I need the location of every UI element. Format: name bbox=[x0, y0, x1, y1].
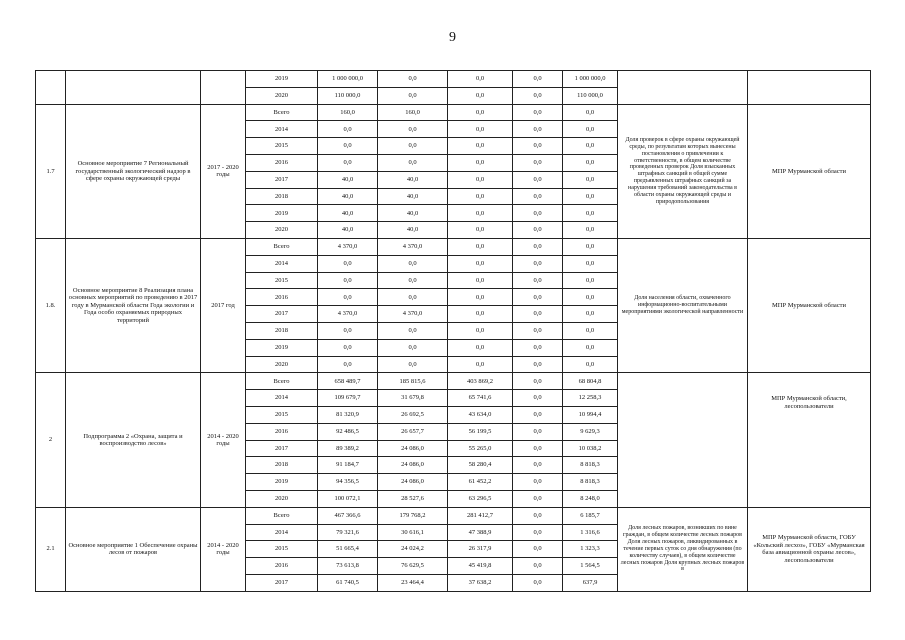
year-cell: 2020 bbox=[246, 356, 318, 373]
amount-cell: 0,0 bbox=[448, 255, 513, 272]
amount-cell: 281 412,7 bbox=[448, 507, 513, 524]
amount-cell: 0,0 bbox=[448, 222, 513, 239]
amount-cell: 0,0 bbox=[513, 457, 563, 474]
amount-cell: 40,0 bbox=[318, 188, 378, 205]
amount-cell: 4 370,0 bbox=[318, 306, 378, 323]
amount-cell: 40,0 bbox=[318, 171, 378, 188]
section-indicator: Доля населения области, охваченного информационно-воспитательными мероприятиями экологической направленности bbox=[618, 238, 748, 372]
section-executor: МПР Мурманской области bbox=[748, 104, 871, 238]
year-cell: Всего bbox=[246, 373, 318, 390]
amount-cell: 0,0 bbox=[563, 289, 618, 306]
amount-cell: 51 665,4 bbox=[318, 541, 378, 558]
amount-cell: 0,0 bbox=[563, 121, 618, 138]
amount-cell: 65 741,6 bbox=[448, 390, 513, 407]
amount-cell: 0,0 bbox=[318, 289, 378, 306]
amount-cell: 100 072,1 bbox=[318, 490, 378, 507]
section-name: Подпрограмма 2 «Охрана, защита и воспроизводство лесов» bbox=[66, 373, 201, 507]
amount-cell: 0,0 bbox=[563, 138, 618, 155]
amount-cell: 92 486,5 bbox=[318, 423, 378, 440]
year-cell: 2019 bbox=[246, 474, 318, 491]
table-row bbox=[36, 507, 871, 524]
amount-cell: 0,0 bbox=[563, 205, 618, 222]
indicator-cell bbox=[618, 71, 748, 105]
amount-cell: 73 613,8 bbox=[318, 558, 378, 575]
amount-cell: 79 321,6 bbox=[318, 524, 378, 541]
amount-cell: 40,0 bbox=[378, 205, 448, 222]
table-row bbox=[36, 238, 871, 255]
amount-cell: 0,0 bbox=[448, 306, 513, 323]
amount-cell: 0,0 bbox=[513, 306, 563, 323]
amount-cell: 0,0 bbox=[513, 138, 563, 155]
amount-cell: 0,0 bbox=[378, 71, 448, 88]
year-cell: 2016 bbox=[246, 289, 318, 306]
year-cell: 2015 bbox=[246, 138, 318, 155]
amount-cell: 0,0 bbox=[513, 205, 563, 222]
amount-cell: 0,0 bbox=[563, 222, 618, 239]
year-cell: 2016 bbox=[246, 558, 318, 575]
amount-cell: 61 740,5 bbox=[318, 574, 378, 591]
amount-cell: 110 000,0 bbox=[318, 87, 378, 104]
amount-cell: 0,0 bbox=[448, 121, 513, 138]
year-cell: 2018 bbox=[246, 457, 318, 474]
amount-cell: 26 317,9 bbox=[448, 541, 513, 558]
year-cell: 2016 bbox=[246, 423, 318, 440]
section-period: 2014 - 2020 годы bbox=[201, 373, 246, 507]
amount-cell: 179 768,2 bbox=[378, 507, 448, 524]
year-cell: 2020 bbox=[246, 222, 318, 239]
amount-cell: 658 489,7 bbox=[318, 373, 378, 390]
amount-cell: 0,0 bbox=[513, 322, 563, 339]
amount-cell: 24 086,0 bbox=[378, 440, 448, 457]
amount-cell: 109 679,7 bbox=[318, 390, 378, 407]
year-cell: 2017 bbox=[246, 574, 318, 591]
amount-cell: 0,0 bbox=[563, 238, 618, 255]
amount-cell: 43 634,0 bbox=[448, 406, 513, 423]
amount-cell: 1 000 000,0 bbox=[563, 71, 618, 88]
amount-cell: 637,9 bbox=[563, 574, 618, 591]
amount-cell: 9 629,3 bbox=[563, 423, 618, 440]
year-cell: 2015 bbox=[246, 541, 318, 558]
section-indicator: Доля проверок в сфере охраны окружающей среды, по результатам которых вынесены постановления о привлечении к ответственности, в общем количестве проведенных проверок Доля взысканных штрафных санкций в общей сумме предъявленных штрафных санкций за нарушения требований законодательства в области охраны окружающей среды и природопользования bbox=[618, 104, 748, 238]
amount-cell: 0,0 bbox=[563, 104, 618, 121]
amount-cell: 0,0 bbox=[563, 272, 618, 289]
amount-cell: 0,0 bbox=[448, 154, 513, 171]
amount-cell: 0,0 bbox=[563, 306, 618, 323]
amount-cell: 0,0 bbox=[563, 255, 618, 272]
amount-cell: 0,0 bbox=[513, 222, 563, 239]
amount-cell: 81 320,9 bbox=[318, 406, 378, 423]
amount-cell: 0,0 bbox=[513, 373, 563, 390]
amount-cell: 40,0 bbox=[378, 171, 448, 188]
amount-cell: 4 370,0 bbox=[378, 238, 448, 255]
amount-cell: 0,0 bbox=[448, 272, 513, 289]
amount-cell: 0,0 bbox=[378, 356, 448, 373]
year-cell: 2015 bbox=[246, 406, 318, 423]
amount-cell: 110 000,0 bbox=[563, 87, 618, 104]
amount-cell: 0,0 bbox=[448, 188, 513, 205]
amount-cell: 0,0 bbox=[513, 238, 563, 255]
amount-cell: 0,0 bbox=[513, 574, 563, 591]
amount-cell: 0,0 bbox=[513, 524, 563, 541]
amount-cell: 0,0 bbox=[563, 356, 618, 373]
amount-cell: 45 419,8 bbox=[448, 558, 513, 575]
amount-cell: 0,0 bbox=[513, 87, 563, 104]
amount-cell: 0,0 bbox=[318, 154, 378, 171]
section-name: Основное мероприятие 1 Обеспечение охраны лесов от пожаров bbox=[66, 507, 201, 591]
amount-cell: 24 086,0 bbox=[378, 474, 448, 491]
year-cell: 2017 bbox=[246, 306, 318, 323]
amount-cell: 0,0 bbox=[378, 339, 448, 356]
year-cell: 2018 bbox=[246, 322, 318, 339]
amount-cell: 160,0 bbox=[378, 104, 448, 121]
section-code: 2 bbox=[36, 373, 66, 507]
amount-cell: 0,0 bbox=[318, 339, 378, 356]
amount-cell: 94 356,5 bbox=[318, 474, 378, 491]
year-cell: 2015 bbox=[246, 272, 318, 289]
amount-cell: 0,0 bbox=[513, 71, 563, 88]
amount-cell: 6 185,7 bbox=[563, 507, 618, 524]
amount-cell: 0,0 bbox=[513, 289, 563, 306]
amount-cell: 0,0 bbox=[513, 339, 563, 356]
year-cell: 2019 bbox=[246, 339, 318, 356]
amount-cell: 0,0 bbox=[513, 104, 563, 121]
amount-cell: 0,0 bbox=[378, 255, 448, 272]
table-row bbox=[36, 373, 871, 390]
amount-cell: 24 086,0 bbox=[378, 457, 448, 474]
amount-cell: 160,0 bbox=[318, 104, 378, 121]
year-cell: 2020 bbox=[246, 490, 318, 507]
amount-cell: 0,0 bbox=[563, 339, 618, 356]
amount-cell: 1 564,5 bbox=[563, 558, 618, 575]
amount-cell: 0,0 bbox=[378, 138, 448, 155]
amount-cell: 0,0 bbox=[448, 238, 513, 255]
amount-cell: 40,0 bbox=[378, 222, 448, 239]
table-row bbox=[36, 71, 871, 88]
amount-cell: 89 389,2 bbox=[318, 440, 378, 457]
section-code: 1.8. bbox=[36, 238, 66, 372]
amount-cell: 30 616,1 bbox=[378, 524, 448, 541]
amount-cell: 4 370,0 bbox=[378, 306, 448, 323]
amount-cell: 0,0 bbox=[378, 121, 448, 138]
amount-cell: 47 388,9 bbox=[448, 524, 513, 541]
amount-cell: 0,0 bbox=[448, 104, 513, 121]
amount-cell: 0,0 bbox=[563, 322, 618, 339]
amount-cell: 0,0 bbox=[448, 289, 513, 306]
year-cell: 2017 bbox=[246, 440, 318, 457]
amount-cell: 61 452,2 bbox=[448, 474, 513, 491]
amount-cell: 91 184,7 bbox=[318, 457, 378, 474]
amount-cell: 0,0 bbox=[563, 171, 618, 188]
section-executor: МПР Мурманской области, ГОБУ «Кольский лесхоз», ГОБУ «Мурманская база авиационной охраны лесов», лесопользователи bbox=[748, 507, 871, 591]
year-cell: 2014 bbox=[246, 121, 318, 138]
amount-cell: 1 316,6 bbox=[563, 524, 618, 541]
amount-cell: 0,0 bbox=[378, 322, 448, 339]
amount-cell: 0,0 bbox=[448, 71, 513, 88]
code-cell bbox=[36, 71, 66, 105]
amount-cell: 0,0 bbox=[513, 390, 563, 407]
executor-cell bbox=[748, 71, 871, 105]
amount-cell: 40,0 bbox=[318, 205, 378, 222]
amount-cell: 467 366,6 bbox=[318, 507, 378, 524]
amount-cell: 0,0 bbox=[513, 188, 563, 205]
section-indicator bbox=[618, 373, 748, 507]
section-period: 2017 год bbox=[201, 238, 246, 372]
year-cell: 2018 bbox=[246, 188, 318, 205]
amount-cell: 68 804,8 bbox=[563, 373, 618, 390]
amount-cell: 40,0 bbox=[378, 188, 448, 205]
section-period: 2014 - 2020 годы bbox=[201, 507, 246, 591]
amount-cell: 8 818,3 bbox=[563, 457, 618, 474]
amount-cell: 0,0 bbox=[513, 490, 563, 507]
amount-cell: 37 638,2 bbox=[448, 574, 513, 591]
section-indicator: Доля лесных пожаров, возникших по вине граждан, в общем количестве лесных пожаров Доля лесных пожаров, ликвидированных в течение первых суток со дня обнаружения (по количеству случаев), в общем количестве лесных пожаров Доля крупных лесных пожаров в bbox=[618, 507, 748, 591]
amount-cell: 24 024,2 bbox=[378, 541, 448, 558]
amount-cell: 0,0 bbox=[378, 272, 448, 289]
amount-cell: 0,0 bbox=[448, 322, 513, 339]
amount-cell: 28 527,6 bbox=[378, 490, 448, 507]
year-cell: 2016 bbox=[246, 154, 318, 171]
section-name: Основное мероприятие 7 Региональный государственный экологический надзор в сфере охраны окружающей среды bbox=[66, 104, 201, 238]
amount-cell: 12 258,3 bbox=[563, 390, 618, 407]
amount-cell: 26 692,5 bbox=[378, 406, 448, 423]
year-cell: 2019 bbox=[246, 71, 318, 88]
amount-cell: 58 280,4 bbox=[448, 457, 513, 474]
year-cell: 2014 bbox=[246, 390, 318, 407]
amount-cell: 26 657,7 bbox=[378, 423, 448, 440]
amount-cell: 0,0 bbox=[513, 541, 563, 558]
amount-cell: 76 629,5 bbox=[378, 558, 448, 575]
amount-cell: 10 994,4 bbox=[563, 406, 618, 423]
amount-cell: 0,0 bbox=[378, 154, 448, 171]
amount-cell: 10 038,2 bbox=[563, 440, 618, 457]
year-cell: Всего bbox=[246, 238, 318, 255]
amount-cell: 185 815,6 bbox=[378, 373, 448, 390]
amount-cell: 63 296,5 bbox=[448, 490, 513, 507]
amount-cell: 0,0 bbox=[378, 87, 448, 104]
amount-cell: 0,0 bbox=[513, 121, 563, 138]
amount-cell: 0,0 bbox=[448, 339, 513, 356]
amount-cell: 0,0 bbox=[378, 289, 448, 306]
amount-cell: 8 248,0 bbox=[563, 490, 618, 507]
amount-cell: 56 199,5 bbox=[448, 423, 513, 440]
amount-cell: 0,0 bbox=[513, 154, 563, 171]
amount-cell: 23 464,4 bbox=[378, 574, 448, 591]
amount-cell: 0,0 bbox=[318, 121, 378, 138]
period-cell bbox=[201, 71, 246, 105]
amount-cell: 31 679,8 bbox=[378, 390, 448, 407]
amount-cell: 0,0 bbox=[513, 474, 563, 491]
amount-cell: 0,0 bbox=[513, 356, 563, 373]
budget-table bbox=[35, 70, 871, 592]
amount-cell: 0,0 bbox=[513, 558, 563, 575]
amount-cell: 40,0 bbox=[318, 222, 378, 239]
section-code: 1.7 bbox=[36, 104, 66, 238]
year-cell: 2020 bbox=[246, 87, 318, 104]
amount-cell: 1 323,3 bbox=[563, 541, 618, 558]
year-cell: 2017 bbox=[246, 171, 318, 188]
year-cell: Всего bbox=[246, 507, 318, 524]
section-name: Основное мероприятие 8 Реализация плана основных мероприятий по проведению в 2017 году в Мурманской области Года экологии и Года особо охраняемых природных территорий bbox=[66, 238, 201, 372]
year-cell: 2014 bbox=[246, 255, 318, 272]
year-cell: 2014 bbox=[246, 524, 318, 541]
amount-cell: 0,0 bbox=[513, 171, 563, 188]
amount-cell: 1 000 000,0 bbox=[318, 71, 378, 88]
section-executor: МПР Мурманской области bbox=[748, 238, 871, 372]
amount-cell: 0,0 bbox=[513, 255, 563, 272]
amount-cell: 0,0 bbox=[318, 322, 378, 339]
amount-cell: 0,0 bbox=[448, 171, 513, 188]
amount-cell: 0,0 bbox=[318, 272, 378, 289]
amount-cell: 0,0 bbox=[513, 406, 563, 423]
amount-cell: 0,0 bbox=[563, 188, 618, 205]
amount-cell: 0,0 bbox=[513, 423, 563, 440]
section-code: 2.1 bbox=[36, 507, 66, 591]
name-cell bbox=[66, 71, 201, 105]
amount-cell: 0,0 bbox=[513, 440, 563, 457]
amount-cell: 4 370,0 bbox=[318, 238, 378, 255]
amount-cell: 0,0 bbox=[513, 272, 563, 289]
year-cell: Всего bbox=[246, 104, 318, 121]
amount-cell: 0,0 bbox=[513, 507, 563, 524]
amount-cell: 0,0 bbox=[318, 255, 378, 272]
page-number: 9 bbox=[449, 30, 456, 45]
section-period: 2017 - 2020 годы bbox=[201, 104, 246, 238]
amount-cell: 0,0 bbox=[318, 356, 378, 373]
amount-cell: 8 818,3 bbox=[563, 474, 618, 491]
amount-cell: 0,0 bbox=[448, 87, 513, 104]
amount-cell: 55 265,0 bbox=[448, 440, 513, 457]
amount-cell: 0,0 bbox=[448, 138, 513, 155]
amount-cell: 403 869,2 bbox=[448, 373, 513, 390]
section-executor: МПР Мурманской области, лесопользователи bbox=[748, 373, 871, 507]
amount-cell: 0,0 bbox=[318, 138, 378, 155]
year-cell: 2019 bbox=[246, 205, 318, 222]
amount-cell: 0,0 bbox=[448, 205, 513, 222]
table-row bbox=[36, 104, 871, 121]
amount-cell: 0,0 bbox=[448, 356, 513, 373]
amount-cell: 0,0 bbox=[563, 154, 618, 171]
